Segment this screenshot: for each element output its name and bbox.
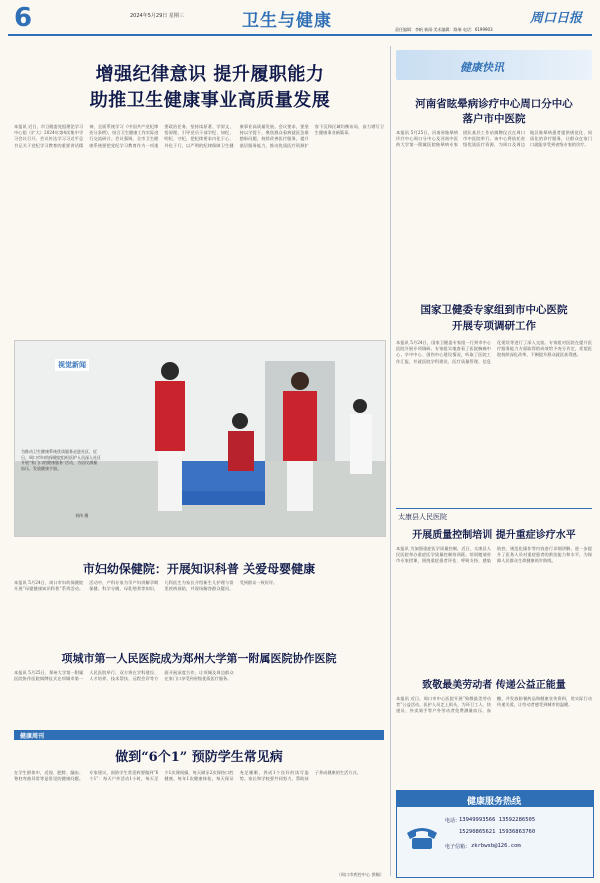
henan-headline-1: 河南省眩晕病诊疗中心周口分中心 [415, 98, 573, 110]
guozhuan-body: 本报讯 5月24日，国家卫健委专家组一行到市中心医院开展专项调研。专家组实地查看了医院胸痛中心、卒中中心、创伤中心建设情况，听取了医院工作汇报，并就医院学科建设、医疗质量管理、信息化建设等进行了深入交流。专家组对医院在提升医疗服务能力方面取得的成效给予充分肯定，希望医院持续深化改革，不断提升群众就医获得感。 [396, 340, 592, 364]
photo-credit: 刘伟 摄 [75, 513, 89, 518]
hotline-title-bar [397, 791, 593, 807]
henan-body: 本报讯 5月25日，河南省眩晕病诊疗中心周口分中心及河南中医药大学第一附属医院眩晕病专家团队基层工作站揭牌仪式在周口市中医院举行。该中心将依托省级优质医疗资源，为周口及周边地区眩晕病患者提供规范化、同质化的诊疗服务，让群众在家门口就能享受到省级专家的诊疗。 [396, 130, 592, 148]
lead-headline-1: 增强纪律意识 提升履职能力 [95, 64, 325, 85]
henan-headline-2: 落户市中医院 [462, 113, 526, 125]
masthead [0, 0, 600, 34]
taikang-rule [396, 508, 592, 509]
hotline-email: zkrbwsb@126.com [471, 843, 521, 849]
lead-headline-2: 助推卫生健康事业高质量发展 [89, 90, 331, 111]
guozhuan-headline-1: 国家卫健委专家组到市中心医院 [420, 304, 568, 316]
guifan-body [14, 262, 384, 334]
xiangcheng-body: 本报讯 5月25日，郑州大学第一附属医院协作医院揭牌仪式在项城市第一人民医院举行。双方将在学科建设、人才培养、技术帮扶、远程会诊等方面开展深度合作，让项城及周边群众在家门口享受到省级优质医疗服务。 [14, 670, 234, 682]
photo-caption: 为推动卫生健康系统优质服务走进社区，近日，周口市妇幼保健院组织医护人员深入社区开展“家门口的健康服务”活动，为居民测量血压、发放健康手册。 [21, 449, 101, 471]
taikang-body: 本报讯 为加强重症医学质量控制，近日，太康县人民医院举办重症医学质量控制培训班。培训邀请省市专家授课，围绕重症患者评估、呼吸支持、感染防控、规范化操作等内容进行详细讲解，进一步提升了医务人员对重症患者的救治能力和水平，为保障人民群众生命健康筑牢防线。 [396, 546, 592, 564]
zhoukan-headline: 做到“6个1” 预防学生常见病 [115, 750, 283, 765]
phone-icon [403, 821, 441, 851]
zhoukan-tag: 健康周刊 [20, 733, 45, 740]
editor-credits: 责任编辑：李帆 新闻·美术编辑：路瑞 电话：6199903 [395, 27, 493, 32]
zhoukan-body: 在学生群体中，近视、肥胖、龋齿、脊柱弯曲异常等是常见的健康问题。专家建议，预防学生常见病要做到“6个1”：每天户外活动1小时，每天至少1次课间操，每天刷牙2次保持口腔健康，每年1次健康体检，每天保证充足睡眠，养成1个良好的读写姿势。家长和学校要共同努力，帮助孩子养成健康的生活方式。 [14, 770, 361, 782]
page-number: 6 [14, 3, 33, 33]
kuaixun-title: 健康快讯 [460, 61, 504, 74]
photo-tag: 视觉新闻 [55, 359, 89, 371]
kuaixun-banner [396, 50, 592, 80]
zhoukan-tag-bar [14, 730, 384, 740]
news-photo [14, 340, 386, 537]
xiangcheng-headline: 项城市第一人民医院成为郑州大学第一附属医院协作医院 [61, 652, 337, 665]
section-title: 卫生与健康 [242, 11, 332, 31]
hotline-email-label: 电子信箱： [445, 844, 471, 850]
fuyou-body: 本报讯 5月24日，周口市妇幼保健院开展“母婴健康知识科普”系列活动。活动中，产科专家为孕产妇讲解孕期保健、科学分娩、母乳喂养等知识，儿科医生为家长介绍新生儿护理与常见疾病预防，并现场解答群众疑问，受到群众一致好评。 [14, 580, 278, 592]
fuyou-headline: 市妇幼保健院：开展知识科普 关爱母婴健康 [82, 562, 316, 576]
taikang-headline: 开展质量控制培训 提升重症诊疗水平 [412, 530, 576, 541]
column-separator [390, 46, 391, 876]
zhoukan-source: （周口市疾控中心 供稿） [336, 872, 384, 877]
hotline-phones-1: 13949993566 13592286505 [459, 817, 536, 823]
paper-logo: 周口日报 [530, 11, 583, 26]
hotline-phones-2: 15290865621 15936863760 [459, 829, 536, 835]
masthead-rule [8, 34, 592, 36]
hotline-title: 健康服务热线 [467, 797, 522, 807]
hotline-phone-label: 电话： [445, 818, 461, 824]
guozhuan-headline-2: 开展专项调研工作 [452, 320, 536, 332]
lead-body: 本报讯 近日，市卫健委党组理论学习中心组（扩大）2024年第4次集中学习会议召开。会议传达学习习近平总书记关于党纪学习教育的重要讲话精神，全面系统学习《中国共产党纪律处分条例》，结合卫生健康工作实际进行交流研讨。会议强调，全市卫生健康系统要把党纪学习教育作为一项重要政治任务，坚持读原著、学原文、悟原理，引导党员干部学纪、知纪、明纪、守纪，把纪律要求内化于心、外化于行，以严明的纪律保障卫生健康事业高质量发展。会议要求，要坚持以学促干，聚焦群众看病就医急难愁盼问题，持续改善医疗服务，提升基层服务能力，推动优质医疗资源扩容下沉和区域均衡布局，奋力谱写卫生健康事业新篇章。 [14, 124, 384, 148]
issue-date: 2024年5月29日 星期三 [130, 13, 184, 19]
taikang-tag: 太康县人民医院 [398, 513, 447, 521]
zhijing-body: 本报讯 近日，周口市中心医院开展“致敬最美劳动者”公益活动。医护人员走上街头，为环卫工人、快递员、外卖骑手等户外劳动者免费测量血压、血糖，并发放防暑药品和健康宣传资料，用实际行动传递关爱，让劳动者感受到城市的温暖。 [396, 696, 592, 714]
hotline-box [396, 790, 594, 878]
zhijing-headline: 致敬最美劳动者 传递公益正能量 [422, 680, 566, 691]
